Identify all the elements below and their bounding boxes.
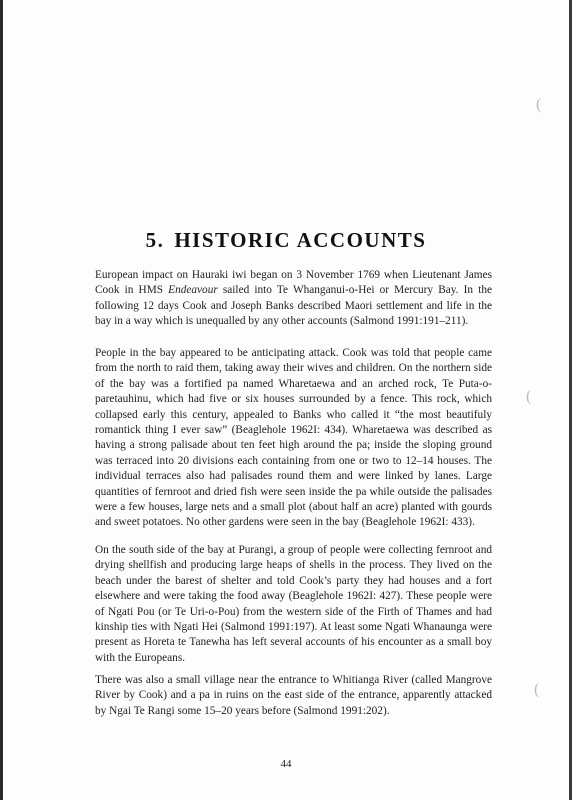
chapter-title: HISTORIC ACCOUNTS — [174, 228, 427, 253]
paragraph-whitianga: There was also a small village near the entrance to Whitianga River (called Mangrove River by Cook) and a pa in ruins on the east side of the entrance, apparently attacked by Ngai Te Rangi some 15–20 years before (Salmond 1991:202). — [95, 674, 492, 717]
page-number: 44 — [280, 758, 292, 770]
margin-bracket-mark: ( — [526, 388, 532, 405]
scan-left-edge — [0, 0, 3, 800]
chapter-number: 5. — [145, 228, 165, 253]
paragraph-cook-arrival — [95, 268, 492, 330]
ship-name: Endeavour — [168, 284, 218, 297]
paragraph-text: sailed into Te Whanganui-o-Hei or Mercury Bay. In the following 12 days Cook and Joseph Banks described Maori settlement and life in the bay in a way which is unequalled by any other accounts (Salmond 1991:191–211). — [95, 284, 492, 328]
paragraph-text: European impact on Hauraki iwi began on 3 November 1769 when Lieutenant James Cook in HMS — [95, 269, 492, 297]
margin-bracket-mark: ( — [536, 96, 542, 113]
paragraph-wharetaewa: People in the bay appeared to be anticipating attack. Cook was told that people came from the north to raid them, taking away their wives and children. On the northern side of the bay was a fortified pa named Wharetaewa and an arched rock, Te Puta-o-paretauhinu, which had five or six houses surrounded by a fence. This rock, which collapsed early this century, appealed to Banks who called it “the most beautifuly romantick thing I ever saw” (Beaglehole 1962I: 434). Wharetaewa was described as having a strong palisade about ten feet high around the pa; inside the sloping ground was terraced into 20 divisions each containing from one or two to 12–14 houses. The individual terraces also had palisades round them and were linked by lanes. Large quantities of fernroot and dried fish were seen inside the pa while outside the palisades were a few houses, large nets and a small plot (about half an acre) planted with gourds and sweet potatoes. No other gardens were seen in the bay (Beaglehole 1962I: 433). — [95, 347, 492, 529]
paragraph-purangi: On the south side of the bay at Purangi, a group of people were collecting fernroot and drying shellfish and producing large heaps of shells in the process. They lived on the beach under the barest of shelter and told Cook’s party they had houses and a fort elsewhere and were taking the food away (Beaglehole 1962I: 427). These people were of Ngati Pou (or Te Uri-o-Pou) from the western side of the Firth of Thames and had kinship ties with Ngati Hei (Salmond 1991:197). At least some Ngati Whanaunga were present as Horeta te Tanewha has left several accounts of his encounter as a small boy with the Europeans. — [95, 544, 492, 664]
chapter-heading — [0, 228, 572, 253]
margin-bracket-mark: ( — [534, 681, 540, 698]
